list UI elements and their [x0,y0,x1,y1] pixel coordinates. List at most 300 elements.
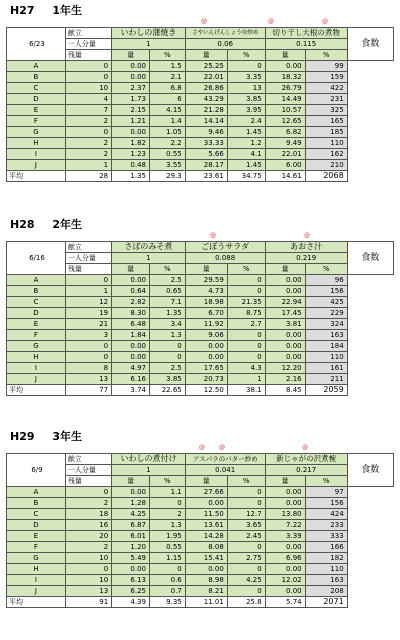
leftover-amount: 2.4 [227,116,265,127]
table-row [7,72,394,83]
table-row [7,319,394,330]
class-name: I [7,363,66,374]
menu-label: 献立 [65,454,111,465]
avg-cell: 25.8 [227,597,265,608]
leftover-pct: 3.81 [265,319,305,330]
meal-count: 110 [305,564,347,575]
meal-count: 163 [305,575,347,586]
class-name: C [7,83,66,94]
table-row [7,94,394,105]
menu-row [7,242,394,253]
leftover-pct: 15.41 [185,553,227,564]
avg-cell: 34.75 [227,171,265,182]
leftover-amount: 4 [65,94,111,105]
leftover-pct: 20.73 [185,374,227,385]
meal-count: 424 [305,509,347,520]
class-name: C [7,509,66,520]
leftover-amount: 4.15 [149,105,185,116]
portion-row [7,253,394,264]
leftover-amount: 0 [65,341,111,352]
leftover-amount: 0 [65,487,111,498]
class-name: I [7,575,66,586]
leftover-pct: 26.86 [185,83,227,94]
leftover-pct: 0.00 [265,487,305,498]
leftover-pct: 1.20 [112,542,150,553]
leftover-amount: 1.05 [149,127,185,138]
leftover-pct: 6.82 [265,127,305,138]
leftover-pct: 5.66 [185,149,227,160]
mark-icon: @ [304,232,310,239]
leftover-pct: 6.87 [112,520,150,531]
leftover-pct: 1.23 [112,149,150,160]
section-h28 [6,216,392,396]
leftover-pct: 7.22 [265,520,305,531]
table-row [7,520,394,531]
leftover-pct: 28.17 [185,160,227,171]
dish-name: アスパラのバター炒め [185,454,265,465]
mark-icon: @ [268,18,274,25]
pct-col: % [149,264,185,275]
dish-name: いわしの煮付け [112,454,186,465]
average-label: 平均 [7,385,66,396]
portion-value: 1 [112,39,186,50]
leftover-pct: 22.01 [185,72,227,83]
meal-count-header: 食数 [347,242,393,275]
class-name: B [7,498,66,509]
leftover-amount: 8.75 [227,308,265,319]
dish-name: ごぼうサラダ [185,242,265,253]
leftover-amount: 1 [227,374,265,385]
leftover-pct: 0.00 [185,341,227,352]
amount-col: 量 [112,264,150,275]
leftover-label: 残量 [65,476,111,487]
leftover-amount: 1.5 [149,61,185,72]
leftover-pct: 0.00 [265,341,305,352]
class-name: B [7,72,66,83]
leftover-amount: 0 [227,498,265,509]
meal-count: 163 [305,330,347,341]
leftover-amount: 0.6 [150,575,186,586]
table-row [7,352,394,363]
leftover-pct: 1.84 [112,330,150,341]
leftover-pct: 22.01 [265,149,305,160]
table-row [7,138,394,149]
leftover-amount: 0 [227,564,265,575]
leftover-amount: 6.8 [149,83,185,94]
date-cell: 6/23 [7,28,66,61]
leftover-pct: 13.80 [265,509,305,520]
leftover-pct: 0.00 [112,352,150,363]
leftover-amount: 3 [65,330,111,341]
leftover-pct: 1.73 [112,94,150,105]
avg-cell: 9.35 [150,597,186,608]
class-name: B [7,286,66,297]
amount-col: 量 [265,476,305,487]
leftover-pct: 18.32 [265,72,305,83]
leftover-amount: 20 [65,531,111,542]
leftover-amount: 2.2 [149,138,185,149]
table-row [7,105,394,116]
leftover-amount: 2 [65,542,111,553]
leftover-pct: 0.00 [185,352,227,363]
table-row [7,330,394,341]
section-h29 [6,428,392,608]
class-rows [7,275,394,385]
section-title [6,428,392,444]
leftover-amount: 2 [65,498,111,509]
leftover-pct: 9.06 [185,330,227,341]
amount-col: 量 [185,50,227,61]
leftover-amount: 2.75 [227,553,265,564]
table-row [7,286,394,297]
mark-icon: @ [210,232,216,239]
class-name: H [7,564,66,575]
leftover-amount: 2 [65,138,111,149]
leftover-pct: 6.16 [112,374,150,385]
leftover-amount: 3.95 [227,105,265,116]
class-rows [7,61,394,171]
amount-col: 量 [112,50,150,61]
leftover-pct: 26.79 [265,83,305,94]
class-name: G [7,553,66,564]
mark-icon: @ [322,18,328,25]
leftover-pct: 0.00 [265,564,305,575]
section-h27 [6,2,392,182]
pct-col: % [305,50,347,61]
portion-label: 一人分量 [65,253,111,264]
leftover-amount: 18 [65,509,111,520]
leftover-pct: 17.45 [265,308,305,319]
leftover-pct: 6.48 [112,319,150,330]
leftover-amount: 0 [227,586,265,597]
leftover-amount: 0.65 [149,286,185,297]
leftover-pct: 2.82 [112,297,150,308]
leftover-amount: 2 [65,149,111,160]
leftover-amount: 0 [227,275,265,286]
leftover-pct: 0.64 [112,286,150,297]
leftover-amount: 3.35 [227,72,265,83]
menu-row [7,454,394,465]
avg-cell: 3.74 [112,385,150,396]
meal-count: 325 [305,105,347,116]
leftover-amount: 2.7 [227,319,265,330]
leftover-pct: 6.13 [112,575,150,586]
leftover-pct: 4.25 [112,509,150,520]
leftover-amount: 1.95 [150,531,186,542]
leftover-pct: 0.00 [265,586,305,597]
meal-count: 333 [305,531,347,542]
meal-count: 110 [305,138,347,149]
meal-count: 233 [305,520,347,531]
leftover-pct: 2.15 [112,105,150,116]
class-name: I [7,149,66,160]
grade-label: 1年生 [52,4,83,17]
leftover-amount: 21 [65,319,111,330]
leftover-pct: 25.25 [185,61,227,72]
class-name: G [7,341,66,352]
table-row [7,149,394,160]
leftover-amount: 0 [65,275,111,286]
meal-count: 156 [305,498,347,509]
leftover-amount: 1.3 [149,330,185,341]
leftover-pct: 8.08 [185,542,227,553]
leftover-pct: 8.21 [185,586,227,597]
subheader-row [7,476,394,487]
leftover-amount: 2.5 [149,363,185,374]
leftover-pct: 0.00 [265,275,305,286]
class-name: J [7,374,66,385]
table-row [7,160,394,171]
table-row [7,363,394,374]
leftover-amount: 3.55 [149,160,185,171]
portion-label: 一人分量 [65,39,111,50]
meal-count: 182 [305,553,347,564]
table-row [7,374,394,385]
leftover-label: 残量 [65,50,111,61]
pct-col: % [227,264,265,275]
leftover-amount: 10 [65,575,111,586]
avg-cell: 77 [65,385,111,396]
leftover-table [6,453,394,608]
year-label: H27 [10,4,35,17]
amount-col: 量 [265,50,305,61]
subheader-row [7,264,394,275]
portion-value: 1 [112,253,186,264]
meal-count: 165 [305,116,347,127]
section-title [6,2,392,18]
leftover-amount: 12.7 [227,509,265,520]
leftover-amount: 1.35 [149,308,185,319]
leftover-pct: 6.70 [185,308,227,319]
leftover-pct: 14.49 [265,94,305,105]
leftover-pct: 11.92 [185,319,227,330]
leftover-amount: 0 [149,341,185,352]
leftover-amount: 12 [65,297,111,308]
leftover-pct: 12.20 [265,363,305,374]
leftover-amount: 0 [227,487,265,498]
meal-count: 210 [305,160,347,171]
leftover-amount: 0.55 [150,542,186,553]
table-row [7,127,394,138]
leftover-pct: 10.57 [265,105,305,116]
total-meals: 2068 [305,171,347,182]
leftover-amount: 8 [65,363,111,374]
leftover-amount: 0 [150,564,186,575]
leftover-amount: 7.1 [149,297,185,308]
leftover-amount: 0 [227,61,265,72]
avg-cell: 8.45 [265,385,305,396]
grade-label: 2年生 [52,218,83,231]
leftover-amount: 4.1 [227,149,265,160]
leftover-pct: 1.28 [112,498,150,509]
leftover-amount: 3.4 [149,319,185,330]
leftover-pct: 5.49 [112,553,150,564]
leftover-pct: 9.49 [265,138,305,149]
menu-label: 献立 [65,242,111,253]
leftover-amount: 0 [227,542,265,553]
class-name: F [7,116,66,127]
table-row [7,564,394,575]
portion-value: 0.219 [265,253,347,264]
class-name: E [7,531,66,542]
leftover-amount: 0.7 [150,586,186,597]
leftover-amount: 16 [65,520,111,531]
amount-col: 量 [112,476,150,487]
leftover-amount: 0 [227,341,265,352]
meal-count: 162 [305,149,347,160]
table-row [7,275,394,286]
portion-value: 0.217 [265,465,347,476]
date-cell: 6/16 [7,242,66,275]
leftover-amount: 0 [65,61,111,72]
avg-cell: 91 [65,597,111,608]
leftover-pct: 6.01 [112,531,150,542]
table-row [7,487,394,498]
leftover-amount: 13 [227,83,265,94]
leftover-pct: 12.65 [265,116,305,127]
amount-col: 量 [185,476,227,487]
leftover-pct: 2.37 [112,83,150,94]
table-row [7,542,394,553]
leftover-pct: 2.16 [265,374,305,385]
leftover-pct: 43.29 [185,94,227,105]
class-name: J [7,586,66,597]
leftover-pct: 0.00 [265,330,305,341]
meal-count: 185 [305,127,347,138]
table-row [7,498,394,509]
mark-icon: @ [302,444,308,451]
class-name: D [7,308,66,319]
leftover-pct: 0.00 [112,127,150,138]
average-row [7,597,394,608]
leftover-amount: 4.3 [227,363,265,374]
leftover-pct: 3.39 [265,531,305,542]
dish-name: さばのみそ煮 [112,242,186,253]
meal-count: 110 [305,352,347,363]
avg-cell: 22.65 [149,385,185,396]
class-name: H [7,138,66,149]
class-name: C [7,297,66,308]
table-row [7,586,394,597]
leftover-amount: 10 [65,553,111,564]
class-name: E [7,105,66,116]
leftover-pct: 6.96 [265,553,305,564]
meal-count: 229 [305,308,347,319]
average-row [7,385,394,396]
leftover-amount: 3.65 [227,520,265,531]
menu-label: 献立 [65,28,111,39]
leftover-amount: 2 [150,509,186,520]
pct-col: % [305,264,347,275]
meal-count: 425 [305,297,347,308]
leftover-amount: 1.2 [227,138,265,149]
subheader-row [7,50,394,61]
class-name: G [7,127,66,138]
leftover-amount: 4.25 [227,575,265,586]
class-name: H [7,352,66,363]
meal-count: 324 [305,319,347,330]
leftover-pct: 0.00 [112,72,150,83]
meal-count-header: 食数 [347,28,393,61]
meal-count-header: 食数 [347,454,393,487]
leftover-pct: 8.30 [112,308,150,319]
leftover-table [6,27,394,182]
pct-col: % [227,50,265,61]
leftover-amount: 1.45 [227,160,265,171]
section-title [6,216,392,232]
leftover-pct: 33.33 [185,138,227,149]
meal-count: 97 [305,487,347,498]
leftover-pct: 1.82 [112,138,150,149]
meal-count: 96 [305,275,347,286]
class-rows [7,487,394,597]
table-row [7,83,394,94]
class-name: A [7,61,66,72]
average-label: 平均 [7,171,66,182]
dish-name: あおさ汁 [265,242,347,253]
class-name: J [7,160,66,171]
class-name: D [7,520,66,531]
year-label: H29 [10,430,35,443]
leftover-amount: 2.5 [149,275,185,286]
leftover-amount: 0.55 [149,149,185,160]
table-row [7,509,394,520]
avg-cell: 23.61 [185,171,227,182]
leftover-amount: 2.45 [227,531,265,542]
year-label: H28 [10,218,35,231]
dish-name: 切り干し大根の煮物 [265,28,347,39]
avg-cell: 28 [65,171,111,182]
leftover-amount: 6 [149,94,185,105]
meal-count: 166 [305,542,347,553]
avg-cell: 1.35 [112,171,150,182]
leftover-amount: 10 [65,83,111,94]
leftover-table [6,241,394,396]
portion-value: 0.115 [265,39,347,50]
avg-cell: 29.3 [149,171,185,182]
pct-col: % [150,476,186,487]
meal-count: 184 [305,341,347,352]
table-row [7,61,394,72]
leftover-amount: 1.1 [150,487,186,498]
leftover-pct: 17.65 [185,363,227,374]
leftover-amount: 0 [227,286,265,297]
leftover-amount: 13 [65,586,111,597]
total-meals: 2059 [305,385,347,396]
class-name: D [7,94,66,105]
dish-name: さやいんげんしょうゆ炒め [185,28,265,39]
leftover-pct: 9.46 [185,127,227,138]
leftover-pct: 0.00 [265,286,305,297]
portion-label: 一人分量 [65,465,111,476]
meal-count: 231 [305,94,347,105]
leftover-amount: 0 [150,498,186,509]
leftover-pct: 21.28 [185,105,227,116]
leftover-amount: 0 [149,352,185,363]
leftover-amount: 1.45 [227,127,265,138]
leftover-pct: 14.14 [185,116,227,127]
mark-icon: @ [201,18,207,25]
leftover-pct: 4.73 [185,286,227,297]
leftover-pct: 13.61 [185,520,227,531]
leftover-pct: 0.00 [112,487,150,498]
leftover-pct: 1.21 [112,116,150,127]
leftover-amount: 21.35 [227,297,265,308]
average-row [7,171,394,182]
leftover-pct: 0.00 [265,61,305,72]
leftover-pct: 0.00 [112,564,150,575]
portion-row [7,39,394,50]
